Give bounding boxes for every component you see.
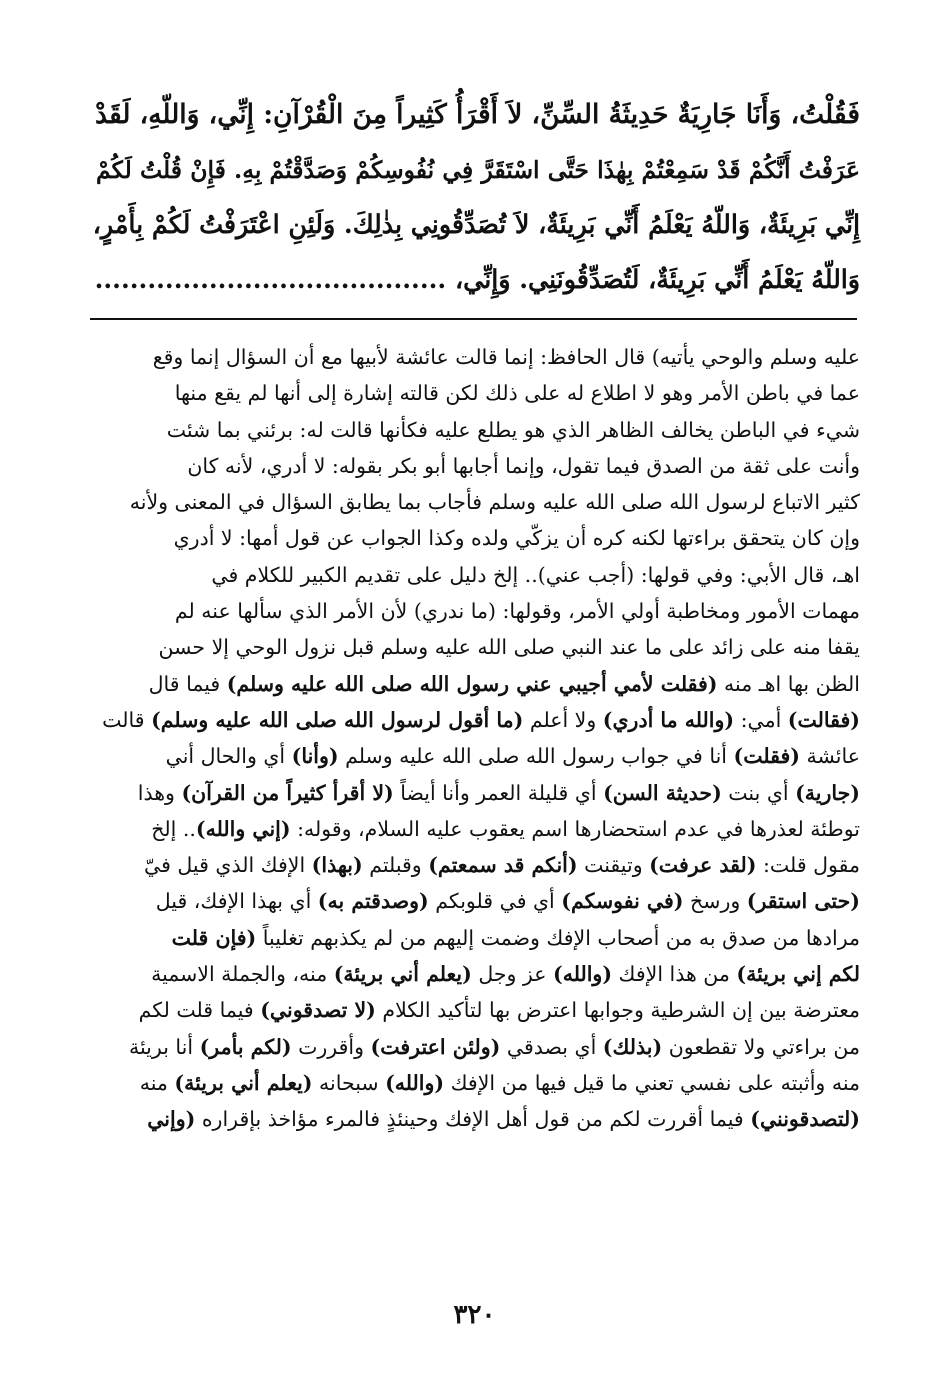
commentary-text-segment: يقفا منه على زائد على ما عند النبي صلى الله عليه وسلم قبل نزول الوحي إلا حسن xyxy=(158,635,860,660)
bold-quote: (فقالت) xyxy=(787,707,860,732)
commentary-line xyxy=(84,992,860,1028)
bold-quote: (جارية) xyxy=(795,780,860,805)
bold-quote: (وصدقتم به) xyxy=(317,889,429,914)
commentary-text-segment: أمي: xyxy=(734,707,788,732)
bold-quote: (لقد عرفت) xyxy=(649,853,757,878)
commentary-text-segment: وقبلتم xyxy=(362,853,429,878)
commentary-text-segment: وأقررت xyxy=(291,1034,371,1059)
commentary-text-segment: فيما قلت لكم xyxy=(138,998,261,1023)
commentary-line xyxy=(84,629,860,665)
hadith-line: وَاللّهُ يَعْلَمُ أَنِّي بَرِيئَةٌ، لَتُصَدِّقُونَنِي. وَإِنِّي، ........................................ xyxy=(94,263,860,294)
bold-quote: (والله) xyxy=(385,1070,445,1095)
commentary-text-segment: ولا أعلم xyxy=(523,707,603,732)
bold-quote: (حديثة السن) xyxy=(603,780,722,805)
commentary-line xyxy=(84,702,860,738)
commentary-line xyxy=(84,883,860,919)
commentary-text-segment: الإفك الذي قيل فيّ xyxy=(143,853,312,878)
commentary-line xyxy=(84,375,860,411)
commentary-text-segment: عائشة xyxy=(800,744,860,769)
commentary-text-segment: قالت xyxy=(102,707,152,732)
bold-quote: (لا تصدقوني) xyxy=(260,998,376,1023)
commentary-text-segment: وتيقنت xyxy=(577,853,650,878)
commentary-text-segment: اهـ، قال الأبي: وفي قولها: (أجب عني).. إلخ دليل على تقديم الكبير للكلام في xyxy=(211,562,860,587)
bold-quote: لكم إني بريئة) xyxy=(736,962,860,987)
bold-quote: (بهذا) xyxy=(311,853,363,878)
commentary-text-segment: فيما أقررت لكم من قول أهل الإفك وحينئذٍ فالمرء مؤاخذ بإقراره xyxy=(195,1107,751,1132)
commentary-line xyxy=(84,1065,860,1101)
commentary-text-segment: كثير الاتباع لرسول الله صلى الله عليه وسلم فأجاب بما يطابق السؤال في المعنى ولأنه xyxy=(129,490,860,515)
commentary-text-segment: مهمات الأمور ومخاطبة أولي الأمر، وقولها: (ما ندري) لأن الأمر الذي سألها عنه لم xyxy=(174,599,860,624)
commentary-text-segment: مرادها من صدق به من أصحاب الإفك وضمت إليهم من لم يكذبهم تغليباً xyxy=(256,925,860,950)
commentary-text-segment: من براءتي ولا تقطعون xyxy=(662,1034,860,1059)
commentary-line xyxy=(84,666,860,702)
commentary-text-segment: وهذا xyxy=(137,780,182,805)
commentary-line xyxy=(84,1101,860,1137)
hadith-text xyxy=(90,88,860,306)
bold-quote: (يعلم أني بريئة) xyxy=(333,962,472,987)
commentary-line xyxy=(84,339,860,375)
commentary-text-segment: أنا في جواب رسول الله صلى الله عليه وسلم xyxy=(338,744,734,769)
commentary-text-segment: مقول قلت: xyxy=(756,853,860,878)
commentary-line xyxy=(84,593,860,629)
commentary-line xyxy=(84,557,860,593)
commentary-line xyxy=(84,1029,860,1065)
commentary-text-segment: الظن بها اهـ منه xyxy=(717,671,860,696)
bold-quote: (يعلم أني بريئة) xyxy=(174,1070,313,1095)
commentary-line xyxy=(84,448,860,484)
bold-quote: (والله) xyxy=(553,962,613,987)
commentary-text-segment: توطئة لعذرها في عدم استحضارها اسم يعقوب عليه السلام، وقوله: xyxy=(290,816,860,841)
commentary-line xyxy=(84,484,860,520)
commentary-text-segment: عما في باطن الأمر وهو لا اطلاع له على ذلك لكن قالته إشارة إلى أنها لم يقع منها xyxy=(174,381,860,406)
commentary-text-segment: منه xyxy=(139,1070,175,1095)
commentary-text-segment: أنا بريئة xyxy=(129,1034,200,1059)
commentary-text-segment: شيء في الباطن يخالف الظاهر الذي هو يطلع عليه فكأنها قالت له: برئني بما شئت xyxy=(166,417,860,442)
bold-quote: (حتى استقر) xyxy=(746,889,860,914)
bold-quote: (فإن قلت xyxy=(171,925,257,950)
commentary-text-segment: من هذا الإفك xyxy=(612,962,737,987)
commentary-text-segment: معترضة بين إن الشرطية وجوابها اعترض بها لتأكيد الكلام xyxy=(375,998,860,1023)
commentary-line xyxy=(84,956,860,992)
bold-quote: (لا أقرأ كثيراً من القرآن) xyxy=(181,780,394,805)
bold-quote: (أنكم قد سمعتم) xyxy=(428,853,578,878)
footnote-divider xyxy=(90,318,857,320)
hadith-line: فَقُلْتُ، وَأَنَا جَارِيَةٌ حَدِيثَةُ السِّنِّ، لاَ أَقْرَأُ كَثِيراً مِنَ الْقُرْآنِ: إِنِّي، وَاللّهِ، لَقَدْ xyxy=(95,99,860,130)
bold-quote: (ولئن اعترفت) xyxy=(370,1034,501,1059)
commentary-text-segment: .. إلخ xyxy=(151,816,196,841)
commentary-line xyxy=(84,920,860,956)
commentary-text-segment: وإن كان يتحقق براءتها لكنه كره أن يزكّي ولده وكذا الجواب عن قول أمها: لا أدري xyxy=(173,526,860,551)
bold-quote: (وإني xyxy=(147,1107,196,1132)
hadith-line: عَرَفْتُ أَنَّكُمْ قَدْ سَمِعْتُمْ بِهٰذَا حَتَّى اسْتَقَرَّ فِي نُفُوسِكُمْ وَصَدَّقْتُمْ بِهِ. فَإِنْ قُلْتُ لَكُمْ xyxy=(95,155,860,184)
commentary-line xyxy=(84,811,860,847)
commentary-text-segment: أي بهذا الإفك، قيل xyxy=(155,889,318,914)
bold-quote: (لكم بأمر) xyxy=(199,1034,292,1059)
commentary-text-segment: أي بنت xyxy=(721,780,796,805)
page-number: ٣٢٠ xyxy=(453,1300,496,1330)
commentary-text-segment: منه، والجملة الاسمية xyxy=(151,962,334,987)
commentary-text-segment: أي والحال أني xyxy=(165,744,292,769)
commentary-line xyxy=(84,775,860,811)
bold-quote: (فقلت) xyxy=(733,744,801,769)
commentary-text-segment: فيما قال xyxy=(148,671,227,696)
commentary-text-segment: وأنت على ثقة من الصدق فيما تقول، وإنما أجابها أبو بكر بقوله: لا أدري، لأنه كان xyxy=(187,453,860,478)
bold-quote: (بذلك) xyxy=(602,1034,663,1059)
commentary-line xyxy=(84,520,860,556)
commentary-text-segment: أي قليلة العمر وأنا أيضاً xyxy=(393,780,604,805)
commentary-text xyxy=(84,339,860,1138)
bold-quote: (فقلت لأمي أجيبي عني رسول الله صلى الله عليه وسلم) xyxy=(226,671,718,696)
commentary-line xyxy=(84,412,860,448)
commentary-line xyxy=(84,738,860,774)
commentary-text-segment: عز وجل xyxy=(471,962,553,987)
bold-quote: (لتصدقونني) xyxy=(750,1107,860,1132)
bold-quote: (والله ما أدري) xyxy=(602,707,735,732)
commentary-text-segment: سبحانه xyxy=(312,1070,386,1095)
bold-quote: (في نفوسكم) xyxy=(561,889,684,914)
bold-quote: (وأنا) xyxy=(291,744,339,769)
commentary-line xyxy=(84,847,860,883)
bold-quote: (ما أقول لرسول الله صلى الله عليه وسلم) xyxy=(151,707,524,732)
commentary-text-segment: منه وأثبته على نفسي تعني ما قيل فيها من الإفك xyxy=(444,1070,860,1095)
hadith-line: إِنِّي بَرِيئَةٌ، وَاللّهُ يَعْلَمُ أَنِّي بَرِيئَةٌ، لاَ تُصَدِّقُونِي بِذٰلِكَ. وَلَئِنِ اعْتَرَفْتُ لَكُمْ بِأَمْرٍ، xyxy=(92,209,860,239)
bold-quote: (إني والله) xyxy=(195,816,291,841)
commentary-text-segment: ورسخ xyxy=(683,889,747,914)
commentary-text-segment: أي في قلوبكم xyxy=(428,889,562,914)
commentary-text-segment: أي بصدقي xyxy=(500,1034,603,1059)
commentary-text-segment: عليه وسلم والوحي يأتيه) قال الحافظ: إنما قالت عائشة لأبيها مع أن السؤال إنما وقع xyxy=(152,345,860,369)
